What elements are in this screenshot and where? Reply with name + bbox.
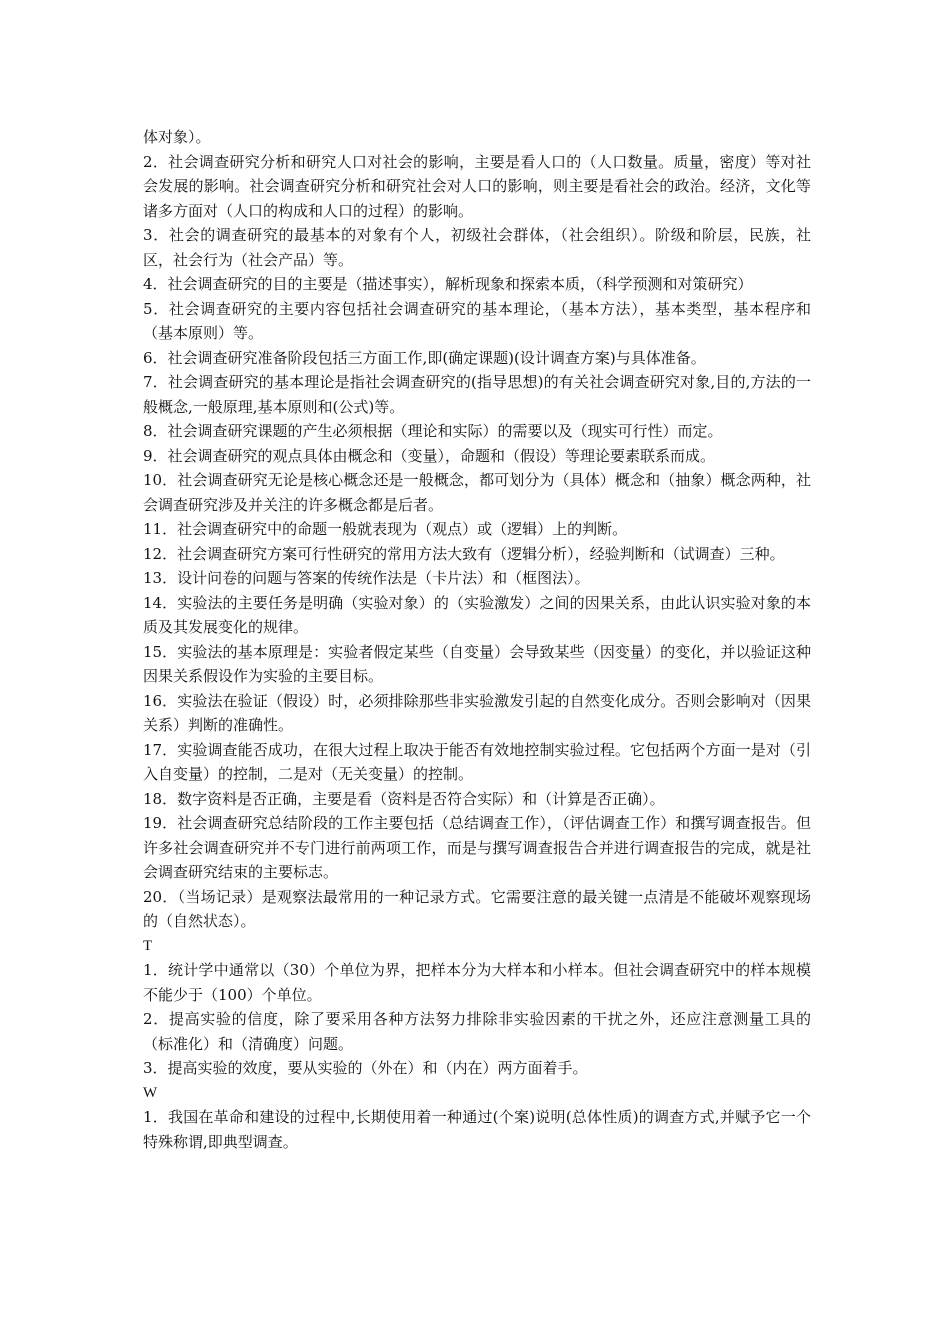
paragraph: 17．实验调查能否成功，在很大过程上取决于能否有效地控制实验过程。它包括两个方面一是对（引入自变量）的控制，二是对（无关变量）的控制。: [143, 740, 811, 783]
paragraph: 5．社会调查研究的主要内容包括社会调查研究的基本理论，（基本方法），基本类型，基本程序和（基本原则）等。: [143, 299, 811, 342]
paragraph: 1．我国在革命和建设的过程中,长期使用着一种通过(个案)说明(总体性质)的调查方式,并赋予它一个特殊称谓,即典型调查。: [143, 1108, 811, 1151]
paragraph: 18．数字资料是否正确，主要是看（资料是否符合实际）和（计算是否正确）。: [143, 789, 665, 808]
paragraph: 15．实验法的基本原理是：实验者假定某些（自变量）会导致某些（因变量）的变化，并以验证这种因果关系假设作为实验的主要目标。: [143, 642, 811, 685]
paragraph: 9．社会调查研究的观点具体由概念和（变量），命题和（假设）等理论要素联系而成。: [143, 446, 716, 465]
paragraph: 3．社会的调查研究的最基本的对象有个人，初级社会群体，（社会组织）。阶级和阶层，民族，社区，社会行为（社会产品）等。: [143, 226, 811, 269]
paragraph: 2．提高实验的信度，除了要采用各种方法努力排除非实验因素的干扰之外，还应注意测量工具的（标准化）和（清确度）问题。: [143, 1010, 811, 1053]
paragraph: 1．统计学中通常以（30）个单位为界，把样本分为大样本和小样本。但社会调查研究中的样本规模不能少于（100）个单位。: [143, 961, 811, 1004]
paragraph: 3．提高实验的效度，要从实验的（外在）和（内在）两方面着手。: [143, 1059, 588, 1077]
paragraph: 6．社会调查研究准备阶段包括三方面工作,即(确定课题)(设计调查方案)与具体准备。: [143, 348, 706, 367]
paragraph: 20．（当场记录）是观察法最常用的一种记录方式。它需要注意的最关键一点清是不能破坏观察现场的（自然状态）。: [143, 887, 811, 930]
paragraph: 16．实验法在验证（假设）时，必须排除那些非实验激发引起的自然变化成分。否则会影响对（因果关系）判断的准确性。: [143, 691, 811, 734]
paragraph: 10．社会调查研究无论是核心概念还是一般概念，都可划分为（具体）概念和（抽象）概念两种，社会调查研究涉及并关注的许多概念都是后者。: [143, 471, 811, 514]
section-letter-heading: T: [143, 937, 153, 954]
paragraph: 12．社会调查研究方案可行性研究的常用方法大致有（逻辑分析），经验判断和（试调查）三种。: [143, 544, 785, 563]
paragraph: 8．社会调查研究课题的产生必须根据（理论和实际）的需要以及（现实可行性）而定。: [143, 422, 723, 440]
paragraph: 体对象）。: [143, 128, 211, 146]
paragraph: 19．社会调查研究总结阶段的工作主要包括（总结调查工作），（评估调查工作）和撰写调查报告。但许多社会调查研究并不专门进行前两项工作，而是与撰写调查报告合并进行调查报告的完成，就是社会调查研究结束的主要标志。: [143, 814, 811, 881]
paragraph: 4．社会调查研究的目的主要是（描述事实），解析现象和探索本质，（科学预测和对策研究）: [143, 275, 753, 293]
paragraph: 7．社会调查研究的基本理论是指社会调查研究的(指导思想)的有关社会调查研究对象,目的,方法的一般概念,一般原理,基本原则和(公式)等。: [143, 373, 811, 416]
paragraph: 13．设计问卷的问题与答案的传统作法是（卡片法）和（框图法）。: [143, 569, 590, 587]
document-page: [143, 125, 811, 1154]
paragraph: 14．实验法的主要任务是明确（实验对象）的（实验激发）之间的因果关系，由此认识实验对象的本质及其发展变化的规律。: [143, 593, 811, 636]
section-letter-heading: W: [143, 1084, 158, 1101]
paragraph: 2．社会调查研究分析和研究人口对社会的影响，主要是看人口的（人口数量。质量，密度）等对社会发展的影响。社会调查研究分析和研究社会对人口的影响，则主要是看社会的政治。经济，文化等诸多方面对（人口的构成和人口的过程）的影响。: [143, 152, 811, 220]
paragraph: 11．社会调查研究中的命题一般就表现为（观点）或（逻辑）上的判断。: [143, 520, 628, 538]
